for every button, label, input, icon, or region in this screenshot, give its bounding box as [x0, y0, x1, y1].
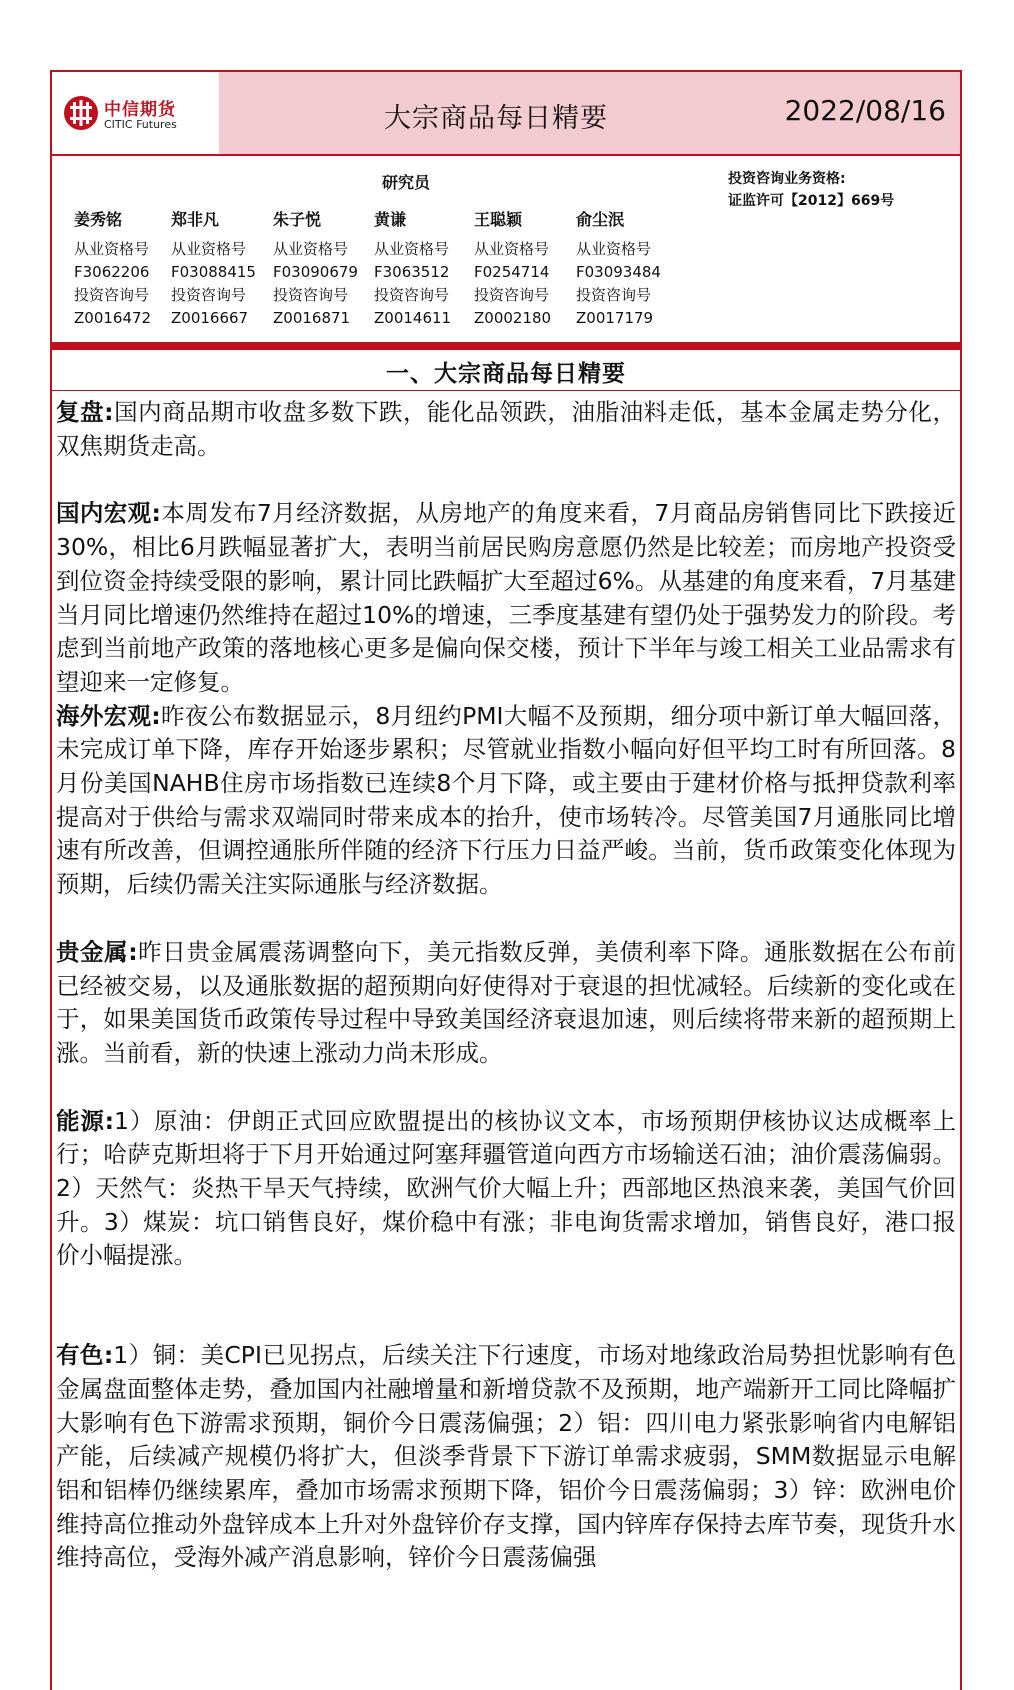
- consult-label: 投资咨询号: [474, 286, 550, 304]
- qualification-label: 投资咨询业务资格:: [728, 171, 846, 187]
- researcher-name: 姜秀铭: [74, 210, 123, 229]
- overseas-macro-label: 海外宏观:: [56, 701, 161, 730]
- review-label: 复盘:: [56, 398, 114, 426]
- cert-number: F0254714: [474, 263, 550, 281]
- consult-label: 投资咨询号: [74, 286, 150, 304]
- researcher-name: 郑非凡: [171, 210, 220, 229]
- review-paragraph: [56, 396, 956, 463]
- energy-text: 1）原油：伊朗正式回应欧盟提出的核协议文本，市场预期伊核协议达成概率上行；哈萨克斯坦将于下月开始通过阿塞拜疆管道向西方市场输送石油；油价震荡偏弱。2）天然气：炎热干旱天气持续，欧洲气价大幅上升；西部地区热浪来袭，美国气价回升。3）煤炭：坑口销售良好，煤价稳中有涨；非电询货需求增加，销售良好，港口报价小幅提涨。: [56, 1106, 956, 1270]
- document-title: 大宗商品每日精要: [384, 103, 608, 134]
- researcher-column: [576, 208, 681, 330]
- researcher-column: [74, 208, 179, 330]
- report-body: [56, 396, 956, 1575]
- cert-number: F03093484: [576, 263, 661, 281]
- researcher-column: [474, 208, 579, 330]
- cert-number: F3063512: [374, 263, 450, 281]
- logo-text-cn: 中信期货: [104, 100, 176, 120]
- precious-metals-label: 贵金属:: [56, 937, 138, 966]
- researcher-name: 俞尘泯: [576, 210, 625, 229]
- section-header: [52, 350, 960, 391]
- review-text: 国内商品期市收盘多数下跌，能化品领跌，油脂油料走低，基本金属走势分化，双焦期货走高。: [56, 398, 956, 460]
- report-header: [52, 72, 960, 156]
- nonferrous-text: 1）铜：美CPI已见拐点，后续关注下行速度，市场对地缘政治局势担忧影响有色金属盘面整体走势，叠加国内社融增量和新增贷款不及预期，地产端新开工同比降幅扩大影响有色下游需求预期，铜价今日震荡偏强；2）铝：四川电力紧张影响省内电解铝产能，后续减产规模仍将扩大，但淡季背景下下游订单需求疲弱，SMM数据显示电解铝和铝棒仍继续累库，叠加市场需求预期下降，铝价今日震荡偏弱；3）锌：欧洲电价维持高位推动外盘锌成本上升对外盘锌价存支撑，国内锌库存保持去库节奏，现货升水维持高位，受海外减产消息影响，锌价今日震荡偏强: [56, 1341, 956, 1572]
- consult-number: Z0017179: [576, 309, 654, 327]
- report-frame: [50, 70, 962, 1690]
- cert-number: F03088415: [171, 263, 256, 281]
- citic-logo-icon: [62, 94, 100, 132]
- document-date: 2022/08/16: [784, 94, 946, 127]
- researchers-block: [52, 156, 960, 342]
- consult-number: Z0002180: [474, 309, 552, 327]
- logo-cell: [52, 72, 219, 154]
- consult-number: Z0016871: [273, 309, 351, 327]
- domestic-macro-label: 国内宏观:: [56, 499, 161, 528]
- consult-number: Z0014611: [374, 309, 452, 327]
- cert-label: 从业资格号: [171, 240, 247, 258]
- logo-text-en: CITIC Futures: [104, 118, 177, 131]
- overseas-macro-paragraph: [56, 700, 956, 902]
- qualification: [728, 168, 894, 212]
- consult-label: 投资咨询号: [374, 286, 450, 304]
- cert-label: 从业资格号: [374, 240, 450, 258]
- cert-label: 从业资格号: [474, 240, 550, 258]
- consult-number: Z0016472: [74, 309, 152, 327]
- researcher-column: [171, 208, 276, 330]
- energy-paragraph: [56, 1105, 956, 1274]
- researcher-name: 王聪颖: [474, 210, 523, 229]
- cert-label: 从业资格号: [273, 240, 349, 258]
- consult-label: 投资咨询号: [273, 286, 349, 304]
- consult-number: Z0016667: [171, 309, 249, 327]
- overseas-macro-text: 昨夜公布数据显示，8月纽约PMI大幅不及预期，细分项中新订单大幅回落，未完成订单下降，库存开始逐步累积；尽管就业指数小幅向好但平均工时有所回落。8月份美国NAHB住房市场指数已连续8个月下降，或主要由于建材价格与抵押贷款利率提高对于供给与需求双端同时带来成本的抬升，使市场转冷。尽管美国7月通胀同比增速有所改善，但调控通胀所伴随的经济下行压力日益严峻。当前，货币政策变化体现为预期，后续仍需关注实际通胀与经济数据。: [56, 701, 956, 899]
- title-cell: [219, 72, 960, 154]
- consult-label: 投资咨询号: [576, 286, 652, 304]
- nonferrous-paragraph: [56, 1339, 956, 1575]
- domestic-macro-paragraph: [56, 497, 956, 699]
- cert-label: 从业资格号: [74, 240, 150, 258]
- researcher-column: [374, 208, 479, 330]
- researchers-heading: 研究员: [382, 173, 431, 192]
- precious-metals-text: 昨日贵金属震荡调整向下，美元指数反弹，美债利率下降。通胀数据在公布前已经被交易，以及通胀数据的超预期向好使得对于衰退的担忧减轻。后续新的变化或在于，如果美国货币政策传导过程中导致美国经济衰退加速，则后续将带来新的超预期上涨。当前看，新的快速上涨动力尚未形成。: [56, 937, 956, 1067]
- nonferrous-label: 有色:: [56, 1341, 114, 1370]
- domestic-macro-text: 本周发布7月经济数据，从房地产的角度来看，7月商品房销售同比下跌接近30%，相比6月跌幅显著扩大，表明当前居民购房意愿仍然是比较差；而房地产投资受到位资金持续受限的影响，累计同比跌幅扩大至超过6%。从基建的角度来看，7月基建当月同比增速仍然维持在超过10%的增速，三季度基建有望仍处于强势发力的阶段。考虑到当前地产政策的落地核心更多是偏向保交楼，预计下半年与竣工相关工业品需求有望迎来一定修复。: [56, 499, 956, 696]
- qualification-value: 证监许可【2012】669号: [728, 193, 895, 209]
- precious-metals-paragraph: [56, 936, 956, 1071]
- energy-label: 能源:: [56, 1106, 115, 1135]
- cert-number: F3062206: [74, 263, 150, 281]
- researcher-name: 黄谦: [374, 210, 407, 229]
- section-divider: [52, 342, 960, 350]
- researcher-column: [273, 208, 378, 330]
- section-title: 一、大宗商品每日精要: [386, 361, 626, 387]
- cert-label: 从业资格号: [576, 240, 652, 258]
- cert-number: F03090679: [273, 263, 358, 281]
- consult-label: 投资咨询号: [171, 286, 247, 304]
- researcher-name: 朱子悦: [273, 210, 322, 229]
